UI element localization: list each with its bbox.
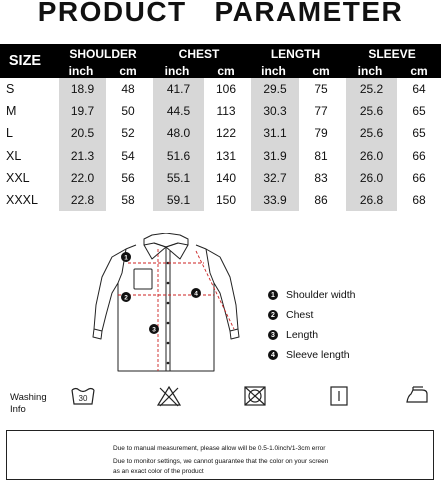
table-unit-row xyxy=(0,64,441,78)
value-cell: 31.1 xyxy=(248,122,299,144)
line-dry-icon xyxy=(326,384,352,408)
unit-inch: inch xyxy=(343,64,397,78)
table-row xyxy=(0,145,441,167)
value-cell: 32.7 xyxy=(248,167,299,189)
value-cell: 21.3 xyxy=(56,145,106,167)
value-cell: 113 xyxy=(204,100,248,122)
disclaimer-line-2: Due to monitor settings, we cannot guarantee that the color on your screen xyxy=(113,458,329,465)
value-cell: 48 xyxy=(106,78,150,100)
legend-item xyxy=(268,325,428,345)
value-cell: 75 xyxy=(299,78,343,100)
value-cell: 79 xyxy=(299,122,343,144)
washing-info-label xyxy=(10,392,47,416)
unit-cm: cm xyxy=(299,64,343,78)
disclaimer-line-1: Due to manual measurement, please allow will be 0.5-1.0inch/1-3cm error xyxy=(113,445,326,452)
value-cell: 41.7 xyxy=(150,78,204,100)
washing-label-line2: Info xyxy=(10,404,26,415)
value-cell: 48.0 xyxy=(150,122,204,144)
no-tumble-dry-icon xyxy=(242,384,268,408)
table-row xyxy=(0,122,441,144)
table-row xyxy=(0,100,441,122)
legend-label: Sleeve length xyxy=(286,349,350,361)
table-header-row xyxy=(0,44,441,64)
value-cell: 20.5 xyxy=(56,122,106,144)
value-cell: 51.6 xyxy=(150,145,204,167)
length-header: LENGTH xyxy=(248,44,343,64)
size-cell: XXXL xyxy=(0,189,50,211)
value-cell: 131 xyxy=(204,145,248,167)
size-column-header: SIZE xyxy=(0,44,50,78)
unit-cm: cm xyxy=(204,64,248,78)
value-cell: 26.0 xyxy=(343,145,397,167)
wash-temp-label: 30 xyxy=(78,394,88,403)
size-cell: M xyxy=(0,100,50,122)
unit-cm: cm xyxy=(106,64,150,78)
value-cell: 22.0 xyxy=(56,167,106,189)
value-cell: 25.2 xyxy=(343,78,397,100)
legend-number: 2 xyxy=(268,310,278,320)
legend-label: Length xyxy=(286,329,319,341)
marker-4: 4 xyxy=(194,290,198,298)
value-cell: 52 xyxy=(106,122,150,144)
value-cell: 66 xyxy=(397,167,441,189)
sleeve-header: SLEEVE xyxy=(343,44,441,64)
legend-number: 1 xyxy=(268,290,278,300)
chest-header: CHEST xyxy=(150,44,248,64)
value-cell: 150 xyxy=(204,189,248,211)
legend-item xyxy=(268,305,428,325)
value-cell: 122 xyxy=(204,122,248,144)
value-cell: 26.0 xyxy=(343,167,397,189)
table-row xyxy=(0,167,441,189)
value-cell: 59.1 xyxy=(150,189,204,211)
legend-number: 4 xyxy=(268,350,278,360)
value-cell: 68 xyxy=(397,189,441,211)
value-cell: 19.7 xyxy=(56,100,106,122)
value-cell: 64 xyxy=(397,78,441,100)
wash-30-icon xyxy=(70,384,96,408)
size-cell: S xyxy=(0,78,50,100)
value-cell: 25.6 xyxy=(343,100,397,122)
unit-cm: cm xyxy=(397,64,441,78)
size-chart-table xyxy=(0,44,441,211)
value-cell: 29.5 xyxy=(248,78,299,100)
value-cell: 25.6 xyxy=(343,122,397,144)
table-row xyxy=(0,78,441,100)
value-cell: 65 xyxy=(397,100,441,122)
unit-inch: inch xyxy=(248,64,299,78)
value-cell: 44.5 xyxy=(150,100,204,122)
shoulder-header: SHOULDER xyxy=(56,44,150,64)
marker-1: 1 xyxy=(124,254,128,262)
page-title: PRODUCT PARAMETER xyxy=(37,0,404,27)
table-row xyxy=(0,189,441,211)
value-cell: 106 xyxy=(204,78,248,100)
value-cell: 18.9 xyxy=(56,78,106,100)
washing-label-line1: Washing xyxy=(10,392,47,403)
value-cell: 26.8 xyxy=(343,189,397,211)
marker-3: 3 xyxy=(152,326,156,334)
value-cell: 54 xyxy=(106,145,150,167)
measurement-legend xyxy=(268,285,428,365)
unit-inch: inch xyxy=(150,64,204,78)
size-cell: XXL xyxy=(0,167,50,189)
value-cell: 30.3 xyxy=(248,100,299,122)
marker-2: 2 xyxy=(124,294,128,302)
unit-inch: inch xyxy=(56,64,106,78)
value-cell: 22.8 xyxy=(56,189,106,211)
iron-icon xyxy=(404,384,430,408)
legend-item xyxy=(268,285,428,305)
legend-number: 3 xyxy=(268,330,278,340)
disclaimer-line-3: as an exact color of the product xyxy=(113,468,204,475)
value-cell: 33.9 xyxy=(248,189,299,211)
value-cell: 81 xyxy=(299,145,343,167)
legend-label: Chest xyxy=(286,309,314,321)
value-cell: 86 xyxy=(299,189,343,211)
size-cell: L xyxy=(0,122,50,144)
value-cell: 50 xyxy=(106,100,150,122)
legend-item xyxy=(268,345,428,365)
value-cell: 77 xyxy=(299,100,343,122)
value-cell: 58 xyxy=(106,189,150,211)
legend-label: Shoulder width xyxy=(286,289,356,301)
value-cell: 140 xyxy=(204,167,248,189)
disclaimer-box xyxy=(6,430,434,480)
value-cell: 66 xyxy=(397,145,441,167)
value-cell: 65 xyxy=(397,122,441,144)
value-cell: 56 xyxy=(106,167,150,189)
size-cell: XL xyxy=(0,145,50,167)
value-cell: 83 xyxy=(299,167,343,189)
value-cell: 55.1 xyxy=(150,167,204,189)
value-cell: 31.9 xyxy=(248,145,299,167)
no-bleach-icon xyxy=(156,384,182,408)
shirt-diagram xyxy=(92,233,267,376)
